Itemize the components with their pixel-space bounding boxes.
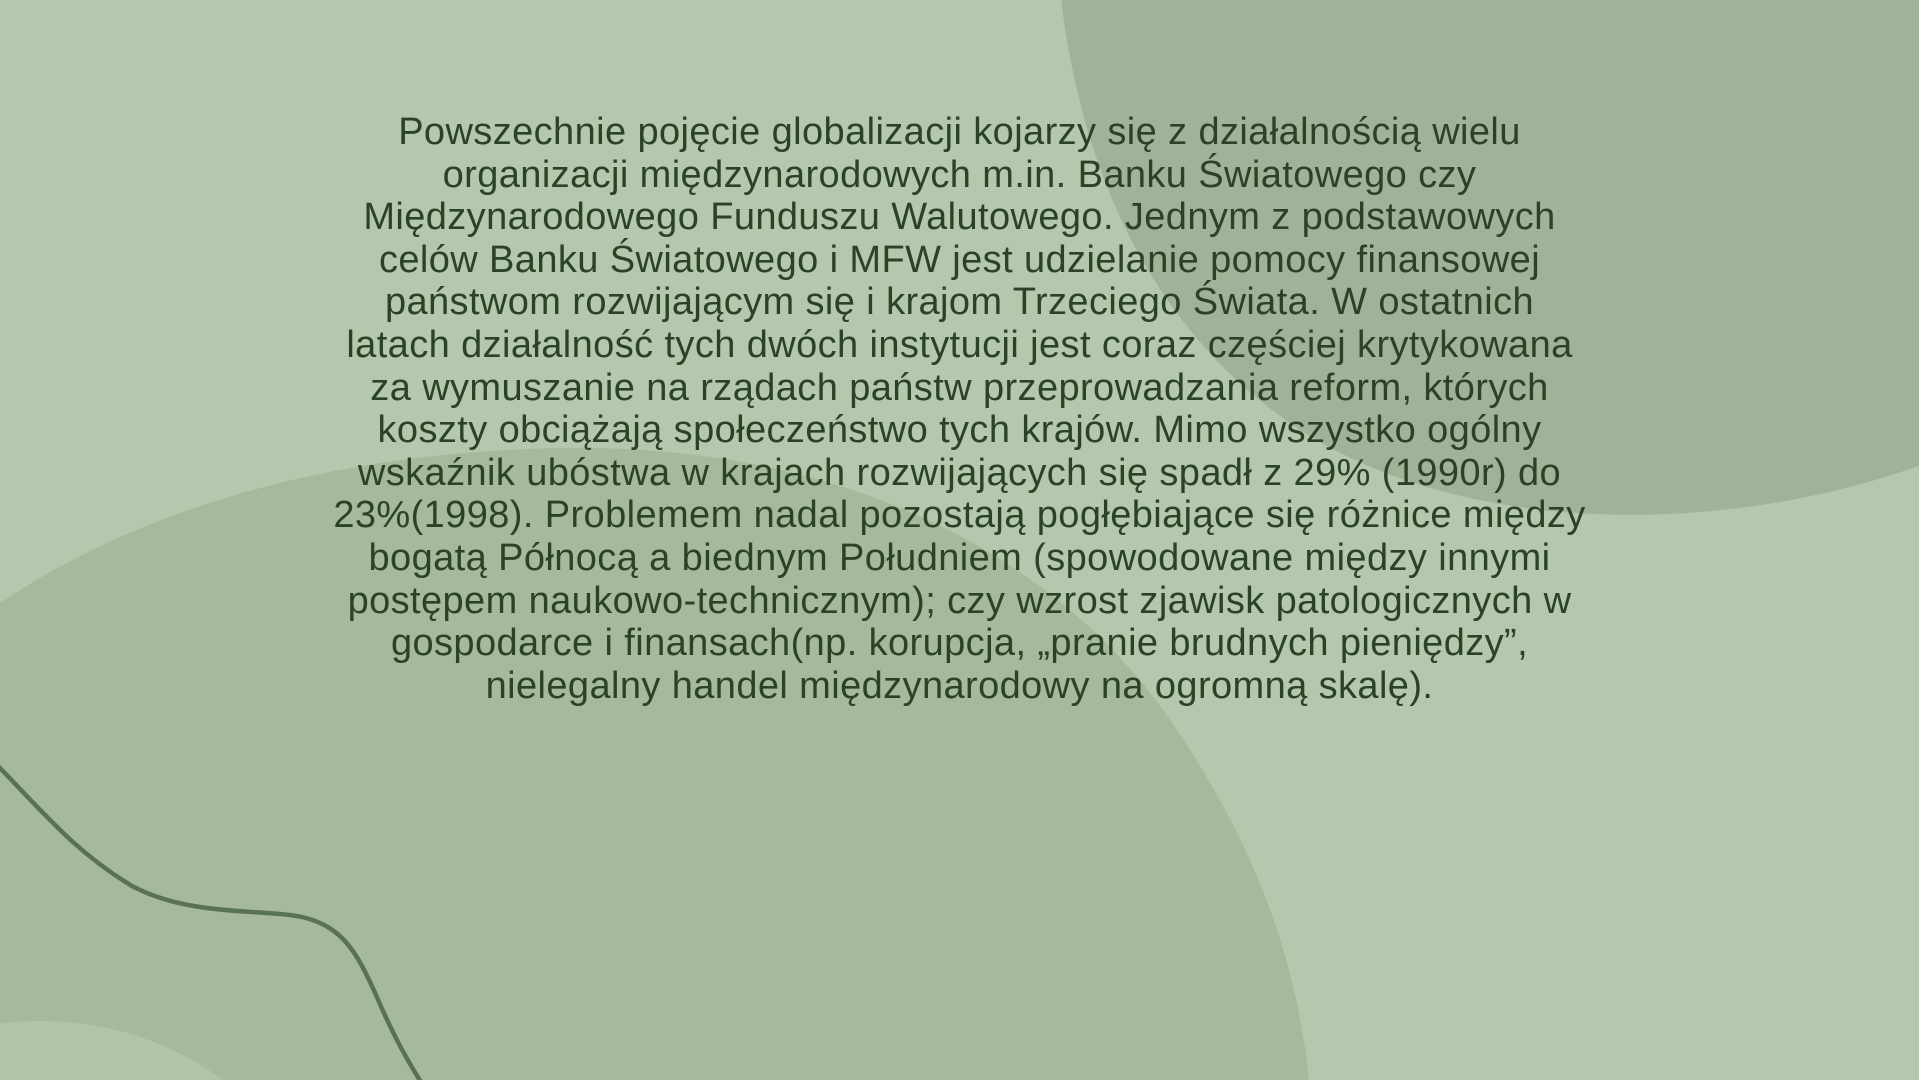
paragraph-line: organizacji międzynarodowych m.in. Banku Światowego czy bbox=[442, 153, 1477, 196]
paragraph-line: bogatą Północą a biednym Południem (spowodowane między innymi bbox=[368, 536, 1551, 579]
paragraph-line: nielegalny handel międzynarodowy na ogromną skalę). bbox=[485, 664, 1434, 707]
paragraph-line: celów Banku Światowego i MFW jest udzielanie pomocy finansowej bbox=[378, 238, 1541, 281]
paragraph-line: gospodarce i finansach(np. korupcja, „pranie brudnych pieniędzy”, bbox=[390, 622, 1529, 665]
paragraph-line: państwom rozwijającym się i krajom Trzeciego Świata. W ostatnich bbox=[384, 281, 1535, 324]
paragraph-line: Powszechnie pojęcie globalizacji kojarzy się z działalnością wielu bbox=[398, 111, 1521, 153]
paragraph-line: wskaźnik ubóstwa w krajach rozwijających się spadł z 29% (1990r) do bbox=[357, 451, 1562, 494]
paragraph-line: 23%(1998). Problemem nadal pozostają pogłębiające się różnice między bbox=[333, 494, 1586, 537]
paragraph-line: koszty obciążają społeczeństwo tych krajów. Mimo wszystko ogólny bbox=[377, 409, 1542, 452]
paragraph-line: postępem naukowo-technicznym); czy wzrost zjawisk patologicznych w bbox=[347, 579, 1572, 622]
paragraph-line: latach działalność tych dwóch instytucji jest coraz częściej krytykowana bbox=[346, 323, 1573, 366]
paragraph bbox=[0, 111, 1919, 707]
paragraph-line: za wymuszanie na rządach państw przeprowadzania reform, których bbox=[370, 366, 1549, 409]
paragraph-line: Międzynarodowego Funduszu Walutowego. Jednym z podstawowych bbox=[363, 196, 1556, 239]
